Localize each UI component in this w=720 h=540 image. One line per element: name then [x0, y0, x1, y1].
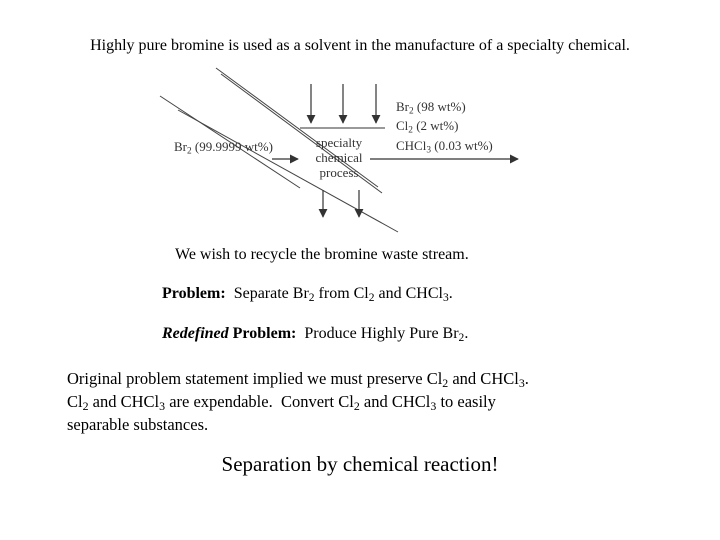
conclusion-text: Separation by chemical reaction!	[221, 452, 499, 476]
explanation-paragraph	[67, 367, 687, 436]
waste-label-chcl3: CHCl$_3$ (0.03 wt%)	[396, 138, 493, 156]
page-title: Highly pure bromine is used as a solvent in the manufacture of a specialty chemical.	[90, 37, 630, 54]
paragraph-line-1: Original problem statement implied we must preserve $Cl_2$ and CHCl$_3$.	[67, 369, 529, 390]
paragraph-line-3: separable substances.	[67, 415, 209, 434]
input-stream-label: $Br_2$ (99.9999 wt%)	[174, 139, 273, 157]
redefined-problem-statement: Redefined Problem: Produce Highly Pure $Br_2$.	[162, 325, 469, 344]
recycle-statement: We wish to recycle the bromine waste stream.	[175, 246, 469, 263]
waste-label-cl2: $Cl_2$ (2 wt%)	[396, 118, 459, 136]
paragraph-line-2: $Cl_2$ and CHCl$_3$ are expendable. Convert $Cl_2$ and CHCl$_3$ to easily	[67, 392, 496, 413]
process-flow-diagram	[0, 0, 720, 240]
problem-statement: Problem: Separate $Br_2$ from $Cl_2$ and CHCl$_3$.	[162, 285, 453, 304]
process-label: specialty chemical process	[315, 135, 363, 180]
waste-label-br2: $Br_2$ (98 wt%)	[396, 99, 466, 117]
